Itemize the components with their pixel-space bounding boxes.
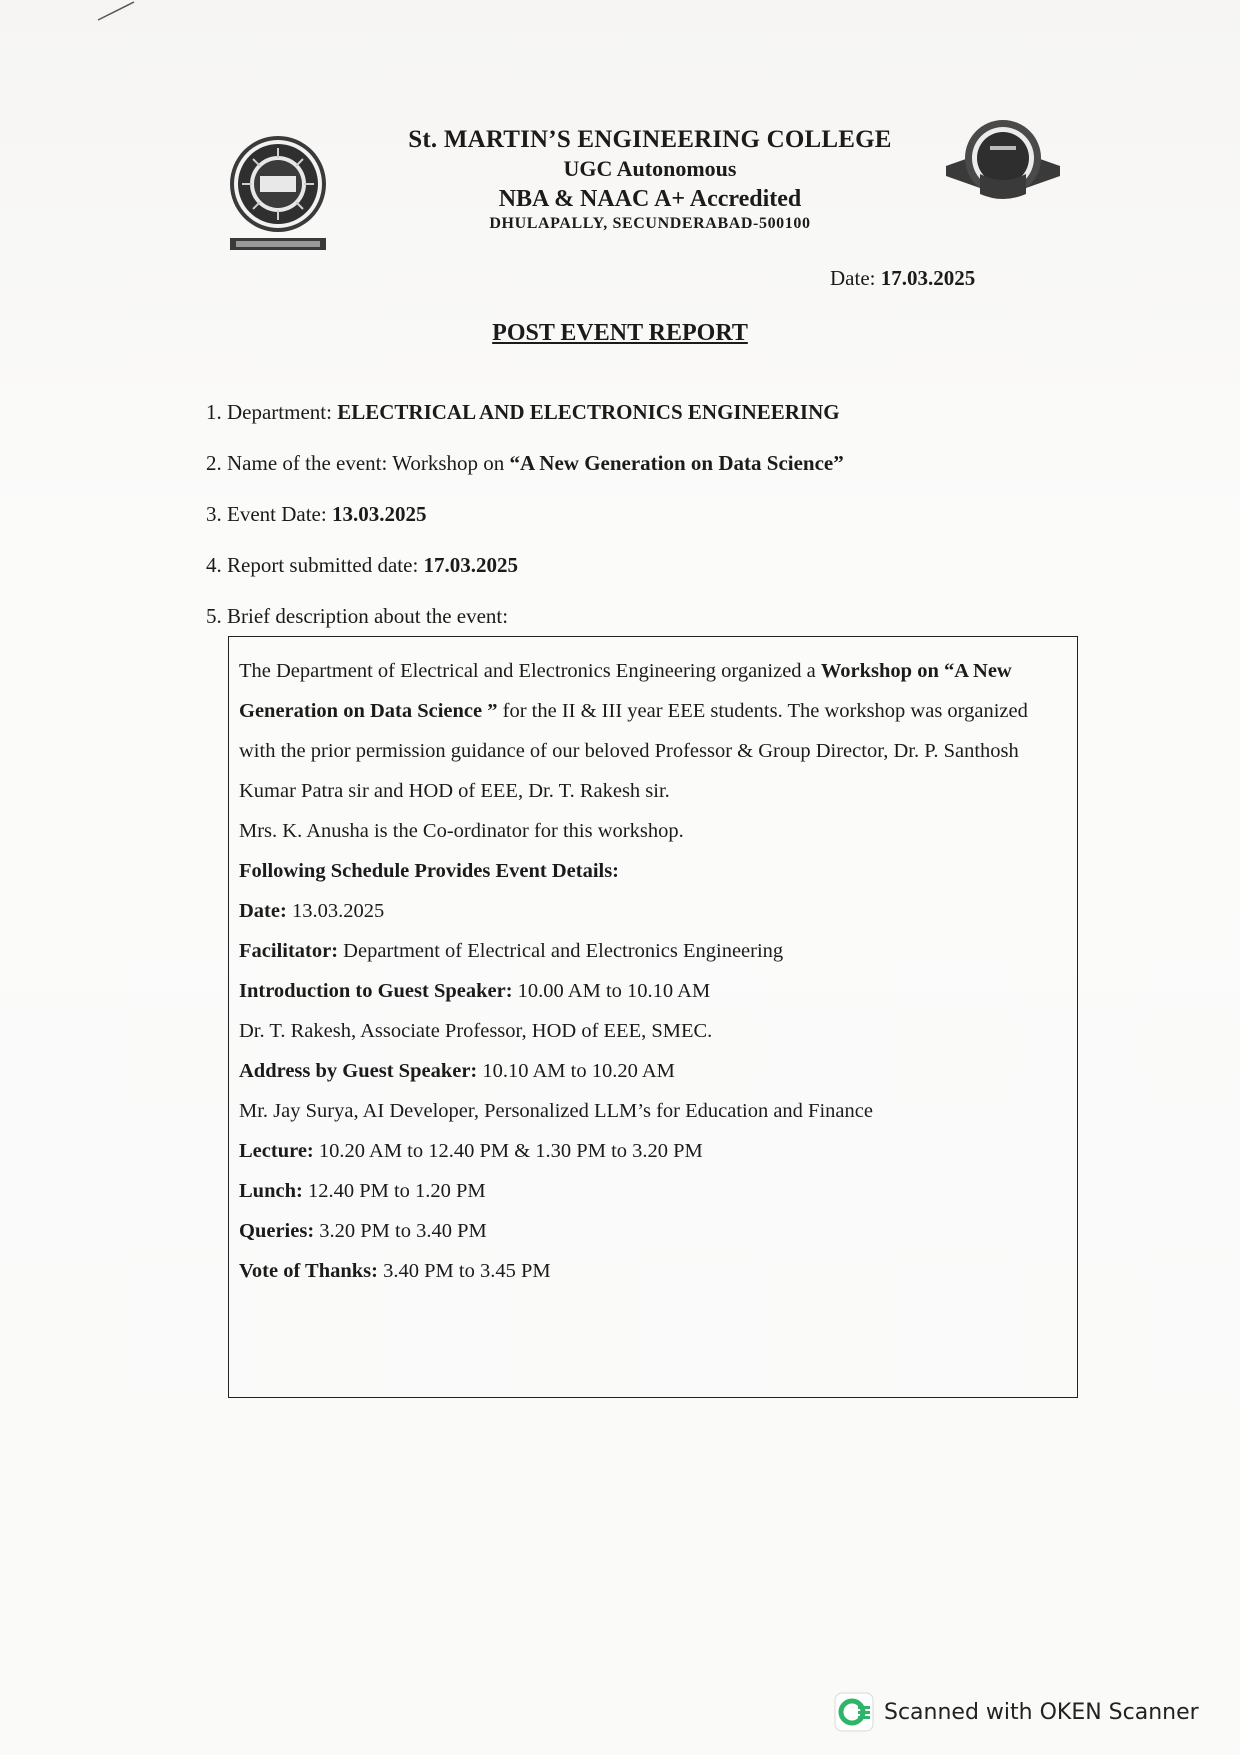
schedule-label: Lecture: xyxy=(239,1140,314,1162)
college-address: DHULAPALLY, SECUNDERABAD-500100 xyxy=(489,215,811,232)
item-label: 2. Name of the event: Workshop on xyxy=(206,451,505,475)
item-department xyxy=(206,396,1106,447)
scanner-text: Scanned with OKEN Scanner xyxy=(884,1699,1199,1725)
event-items-list xyxy=(206,396,1106,651)
schedule-row-facilitator xyxy=(239,931,1067,971)
schedule-label: Queries: xyxy=(239,1220,315,1242)
item-value: 17.03.2025 xyxy=(423,553,519,577)
schedule-row-vote-of-thanks xyxy=(239,1251,1067,1291)
item-label: 1. Department: xyxy=(206,400,332,424)
item-event-name xyxy=(206,447,1106,498)
schedule-value: 10.00 AM to 10.10 AM xyxy=(517,980,711,1002)
desc-text: The Department of Electrical and Electronics Engineering organized a xyxy=(239,660,816,682)
item-value: 13.03.2025 xyxy=(331,502,427,526)
schedule-label: Introduction to Guest Speaker: xyxy=(239,980,513,1002)
schedule-row-address xyxy=(239,1051,1067,1091)
naac-a-plus-badge-icon xyxy=(940,116,1066,208)
description-line: Kumar Patra sir and HOD of EEE, Dr. T. Rakesh sir. xyxy=(239,780,670,802)
schedule-row-introducer xyxy=(239,1011,1067,1051)
desc-text: for the II & III year EEE students. The workshop was organized xyxy=(502,700,1028,722)
report-title: POST EVENT REPORT xyxy=(492,320,748,346)
schedule-row-date xyxy=(239,891,1067,931)
smec-seal-icon xyxy=(226,134,330,254)
schedule-value: 13.03.2025 xyxy=(291,900,385,922)
report-date xyxy=(830,266,975,291)
schedule-value: Mr. Jay Surya, AI Developer, Personalized LLM’s for Education and Finance xyxy=(239,1100,873,1122)
desc-emphasis: Generation on Data Science ” xyxy=(239,700,498,722)
item-value: ELECTRICAL AND ELECTRONICS ENGINEERING xyxy=(337,400,840,424)
description-line: with the prior permission guidance of our beloved Professor & Group Director, Dr. P. Santhosh xyxy=(239,740,1019,762)
schedule-label: Date: xyxy=(239,900,287,922)
date-value: 17.03.2025 xyxy=(880,266,976,290)
scanner-watermark xyxy=(834,1692,1199,1732)
schedule-value: Dr. T. Rakesh, Associate Professor, HOD of EEE, SMEC. xyxy=(239,1020,713,1042)
schedule-heading-text: Following Schedule Provides Event Details: xyxy=(239,860,620,882)
schedule-heading xyxy=(239,851,1067,891)
schedule-value: 3.20 PM to 3.40 PM xyxy=(319,1220,487,1242)
oken-scanner-icon xyxy=(834,1692,874,1732)
item-label: 5. Brief description about the event: xyxy=(206,604,509,628)
autonomous-status: UGC Autonomous xyxy=(563,156,737,181)
schedule-row-speaker xyxy=(239,1091,1067,1131)
schedule-label: Address by Guest Speaker: xyxy=(239,1060,478,1082)
schedule-row-lecture xyxy=(239,1131,1067,1171)
item-report-date xyxy=(206,549,1106,600)
coordinator-line: Mrs. K. Anusha is the Co-ordinator for this workshop. xyxy=(239,820,684,842)
item-value: “A New Generation on Data Science” xyxy=(509,451,844,475)
schedule-row-introduction xyxy=(239,971,1067,1011)
accreditation: NBA & NAAC A+ Accredited xyxy=(498,186,802,212)
schedule-value: 10.10 AM to 10.20 AM xyxy=(482,1060,675,1082)
college-header xyxy=(380,126,920,233)
schedule-value: 12.40 PM to 1.20 PM xyxy=(307,1180,486,1202)
schedule-label: Vote of Thanks: xyxy=(239,1260,378,1282)
schedule-value: 3.40 PM to 3.45 PM xyxy=(383,1260,551,1282)
college-name: St. MARTIN’S ENGINEERING COLLEGE xyxy=(408,126,892,153)
schedule-label: Facilitator: xyxy=(239,940,339,962)
item-label: 3. Event Date: xyxy=(206,502,327,526)
schedule-row-queries xyxy=(239,1211,1067,1251)
description-box xyxy=(228,636,1078,1398)
schedule-row-lunch xyxy=(239,1171,1067,1211)
schedule-value: Department of Electrical and Electronics Engineering xyxy=(343,940,784,962)
description-line xyxy=(239,651,1067,691)
item-event-date xyxy=(206,498,1106,549)
date-label: Date: xyxy=(830,266,876,290)
schedule-value: 10.20 AM to 12.40 PM & 1.30 PM to 3.20 PM xyxy=(318,1140,703,1162)
desc-emphasis: Workshop on “A New xyxy=(820,660,1012,682)
item-label: 4. Report submitted date: xyxy=(206,553,419,577)
description-line xyxy=(239,691,1067,731)
schedule-label: Lunch: xyxy=(239,1180,303,1202)
pen-mark xyxy=(96,0,136,22)
